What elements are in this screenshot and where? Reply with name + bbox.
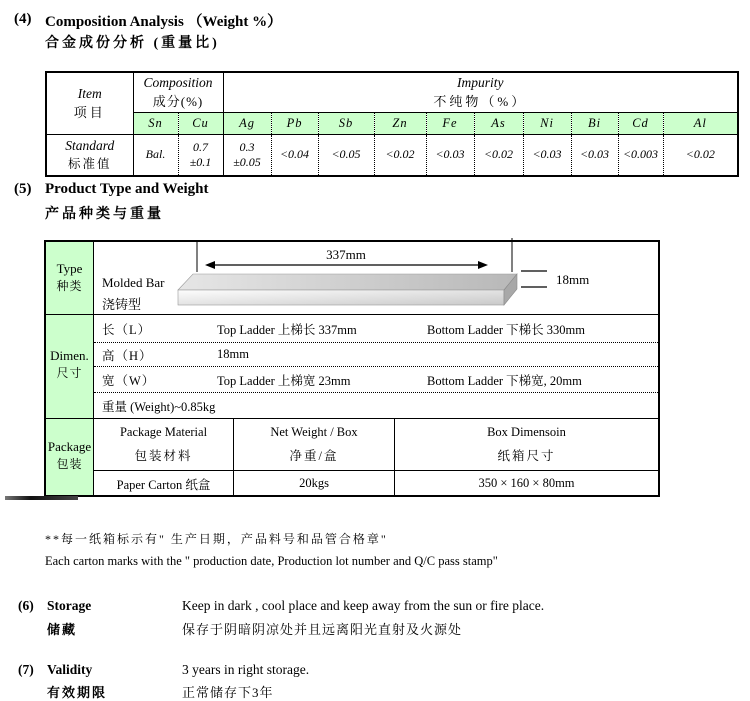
dimension-row-weight: 重量 (Weight)~0.85kg <box>94 393 658 419</box>
scan-artifact-line <box>5 496 78 500</box>
section-6-text-zh: 保存于阴暗阴凉处并且远离阳光直射及火源处 <box>182 622 463 637</box>
value-bi: <0.03 <box>571 134 618 176</box>
dimen-label-cell <box>46 315 93 419</box>
element-header-cd: Cd <box>618 112 663 134</box>
section-7-text-en: 3 years in right storage. <box>182 662 310 677</box>
standard-header-zh: 标准值 <box>67 156 112 171</box>
section-6-text-en: Keep in dark , cool place and keep away from the sun or fire place. <box>182 598 545 613</box>
section-7-title-zh: 有效期限 <box>47 685 108 700</box>
composition-header-zh: 成分(%) <box>152 94 204 110</box>
value-sb: <0.05 <box>318 134 374 176</box>
package-material-value: Paper Carton 纸盒 <box>94 471 234 496</box>
bar-front-face <box>178 290 504 305</box>
type-label-zh: 种类 <box>56 279 83 293</box>
type-value-en: Molded Bar <box>102 275 165 290</box>
dimension-row-height: 高（H） 18mm <box>94 343 658 367</box>
section-7-title-en: Validity <box>47 662 93 677</box>
impurity-header-zh: 不纯物（%） <box>433 94 528 110</box>
value-sn: Bal. <box>133 134 178 176</box>
value-al: <0.02 <box>685 147 715 162</box>
section-5-title-en: Product Type and Weight <box>45 181 209 197</box>
value-fe: <0.03 <box>426 134 474 176</box>
type-value-zh: 浇铸型 <box>102 297 142 312</box>
dimen-label-zh: 尺寸 <box>56 366 83 380</box>
package-value-row <box>94 471 658 496</box>
element-header-zn: Zn <box>374 112 426 134</box>
value-cu: 0.7 ±0.1 <box>178 134 223 176</box>
section-4-number: (4) <box>14 11 32 27</box>
value-pb: <0.04 <box>271 134 318 176</box>
section-7-number: (7) <box>18 662 34 677</box>
package-label-cell <box>46 419 93 495</box>
box-dimension-value: 350 × 160 × 80mm <box>478 476 575 490</box>
height-dimension-label: 18mm <box>556 272 590 287</box>
impurity-header-cell <box>223 72 738 112</box>
value-ag: 0.3 ±0.05 <box>223 134 271 176</box>
arrowhead-right-icon <box>478 261 488 269</box>
section-4-title-en: Composition Analysis （Weight %） <box>45 14 283 30</box>
net-weight-value: 20kgs <box>234 471 395 496</box>
element-header-pb: Pb <box>271 112 318 134</box>
type-label-cell <box>46 242 93 315</box>
impurity-header-en: Impurity <box>457 75 504 91</box>
footnote-zh: **每一纸箱标示有" 生产日期，产品料号和品管合格章" <box>45 532 388 546</box>
item-header-cell <box>46 72 133 134</box>
item-header-en: Item <box>77 86 102 102</box>
element-header-bi: Bi <box>571 112 618 134</box>
type-label-en: Type <box>56 261 83 276</box>
composition-header-en: Composition <box>143 75 213 91</box>
element-header-al: Al <box>663 112 738 134</box>
value-zn: <0.02 <box>374 134 426 176</box>
standard-header-en: Standard <box>65 137 115 153</box>
product-table-left-column <box>46 242 94 495</box>
section-5-number: (5) <box>14 181 32 197</box>
footnote-en: Each carton marks with the " production date, Production lot number and Q/C pass stamp" <box>45 554 498 568</box>
package-label-en: Package <box>47 439 92 454</box>
element-header-ag: Ag <box>223 112 271 134</box>
section-5-title-zh: 产品种类与重量 <box>45 207 164 222</box>
dimension-row-length: 长（L） Top Ladder 上梯长 337mm Bottom Ladder 下梯长 330mm <box>94 315 658 343</box>
section-7-text-zh: 正常储存下3年 <box>182 685 274 700</box>
section-6-title-en: Storage <box>47 598 92 613</box>
element-header-sb: Sb <box>318 112 374 134</box>
section-6-title-zh: 储藏 <box>47 622 78 637</box>
element-header-sn: Sn <box>133 112 178 134</box>
item-header-zh: 项目 <box>73 105 106 121</box>
element-header-cu: Cu <box>178 112 223 134</box>
molded-bar-diagram <box>150 238 650 314</box>
box-dimension-header: Box Dimensoin 纸箱尺寸 <box>487 425 566 463</box>
bar-top-face <box>178 274 517 290</box>
package-material-header: Package Material 包装材料 <box>94 419 234 470</box>
dimension-row-width: 宽（W） Top Ladder 上梯宽 23mm Bottom Ladder 下梯宽, 20mm <box>94 367 658 393</box>
element-header-ni: Ni <box>523 112 571 134</box>
length-dimension-label: 337mm <box>326 247 366 262</box>
element-header-as: As <box>474 112 523 134</box>
value-cd: <0.003 <box>618 134 663 176</box>
element-header-fe: Fe <box>426 112 474 134</box>
composition-table <box>45 71 739 177</box>
package-label-zh: 包装 <box>56 457 83 471</box>
section-4-title-zh: 合金成份分析 (重量比) <box>45 36 220 51</box>
standard-header-cell <box>46 134 133 176</box>
dimen-label-en: Dimen. <box>50 348 89 363</box>
value-ni: <0.03 <box>523 134 571 176</box>
net-weight-header: Net Weight / Box 净重/盒 <box>234 419 395 470</box>
section-4-heading <box>14 10 32 28</box>
arrowhead-left-icon <box>205 261 215 269</box>
value-as: <0.02 <box>474 134 523 176</box>
section-6-number: (6) <box>18 598 34 613</box>
package-header-row <box>94 419 658 471</box>
composition-header-cell <box>133 72 223 112</box>
